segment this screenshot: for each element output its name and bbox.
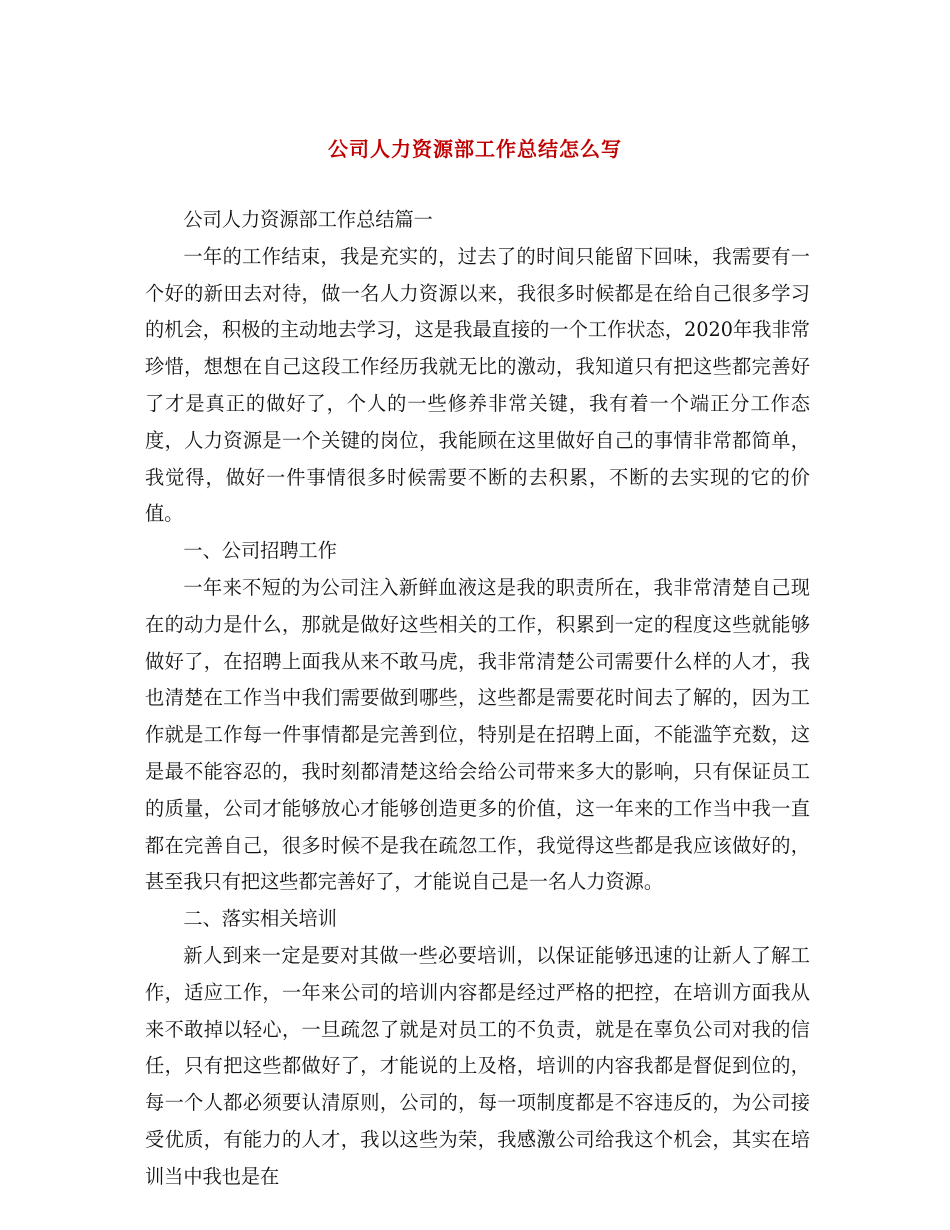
section-heading: 公司人力资源部工作总结篇一 xyxy=(183,208,433,231)
body-paragraph: 新人到来一定是要对其做一些必要培训，以保证能够迅速的让新人了解工作，适应工作，一年来公司的培训内容都是经过严格的把控，在培训方面我从来不敢掉以轻心，一旦疏忽了就是对员工的不负责，就是在辜负公司对我的信任，只有把这些都做好了，才能说的上及格，培训的内容我都是督促到位的，每一个人都必须要认清原则，公司的，每一项制度都是不容违反的，为公司接受优质，有能力的人才，我以这些为荣，我感激公司给我这个机会，其实在培训当中我也是在 xyxy=(145,943,810,1188)
body-paragraph: 一年的工作结束，我是充实的，过去了的时间只能留下回味，我需要有一个好的新田去对待，做一名人力资源以来，我很多时候都是在给自己很多学习的机会，积极的主动地去学习，这是我最直接的一个工作状态，2020年我非常珍惜，想想在自己这段工作经历我就无比的激动，我知道只有把这些都完善好了才是真正的做好了，个人的一些修养非常关键，我有着一个端正分工作态度，人力资源是一个关键的岗位，我能顾在这里做好自己的事情非常都简单，我觉得，做好一件事情很多时候需要不断的去积累，不断的去实现的它的价值。 xyxy=(145,244,810,526)
body-paragraph: 一年来不短的为公司注入新鲜血液这是我的职责所在，我非常清楚自己现在的动力是什么，那就是做好这些相关的工作，积累到一定的程度这些就能够做好了，在招聘上面我从来不敢马虎，我非常清楚公司需要什么样的人才，我也清楚在工作当中我们需要做到哪些，这些都是需要花时间去了解的，因为工作就是工作每一件事情都是完善到位，特别是在招聘上面，不能滥竽充数，这是最不能容忍的，我时刻都清楚这给会给公司带来多大的影响，只有保证员工的质量，公司才能够放心才能够创造更多的价值，这一年来的工作当中我一直都在完善自己，很多时候不是我在疏忽工作，我觉得这些都是我应该做好的，甚至我只有把这些都完善好了，才能说自己是一名人力资源。 xyxy=(145,575,810,894)
document-body xyxy=(145,202,810,1196)
section-heading: 一、公司招聘工作 xyxy=(183,539,337,563)
document-title: 公司人力资源部工作总结怎么写 xyxy=(328,137,622,161)
section-heading: 二、落实相关培训 xyxy=(183,907,337,931)
